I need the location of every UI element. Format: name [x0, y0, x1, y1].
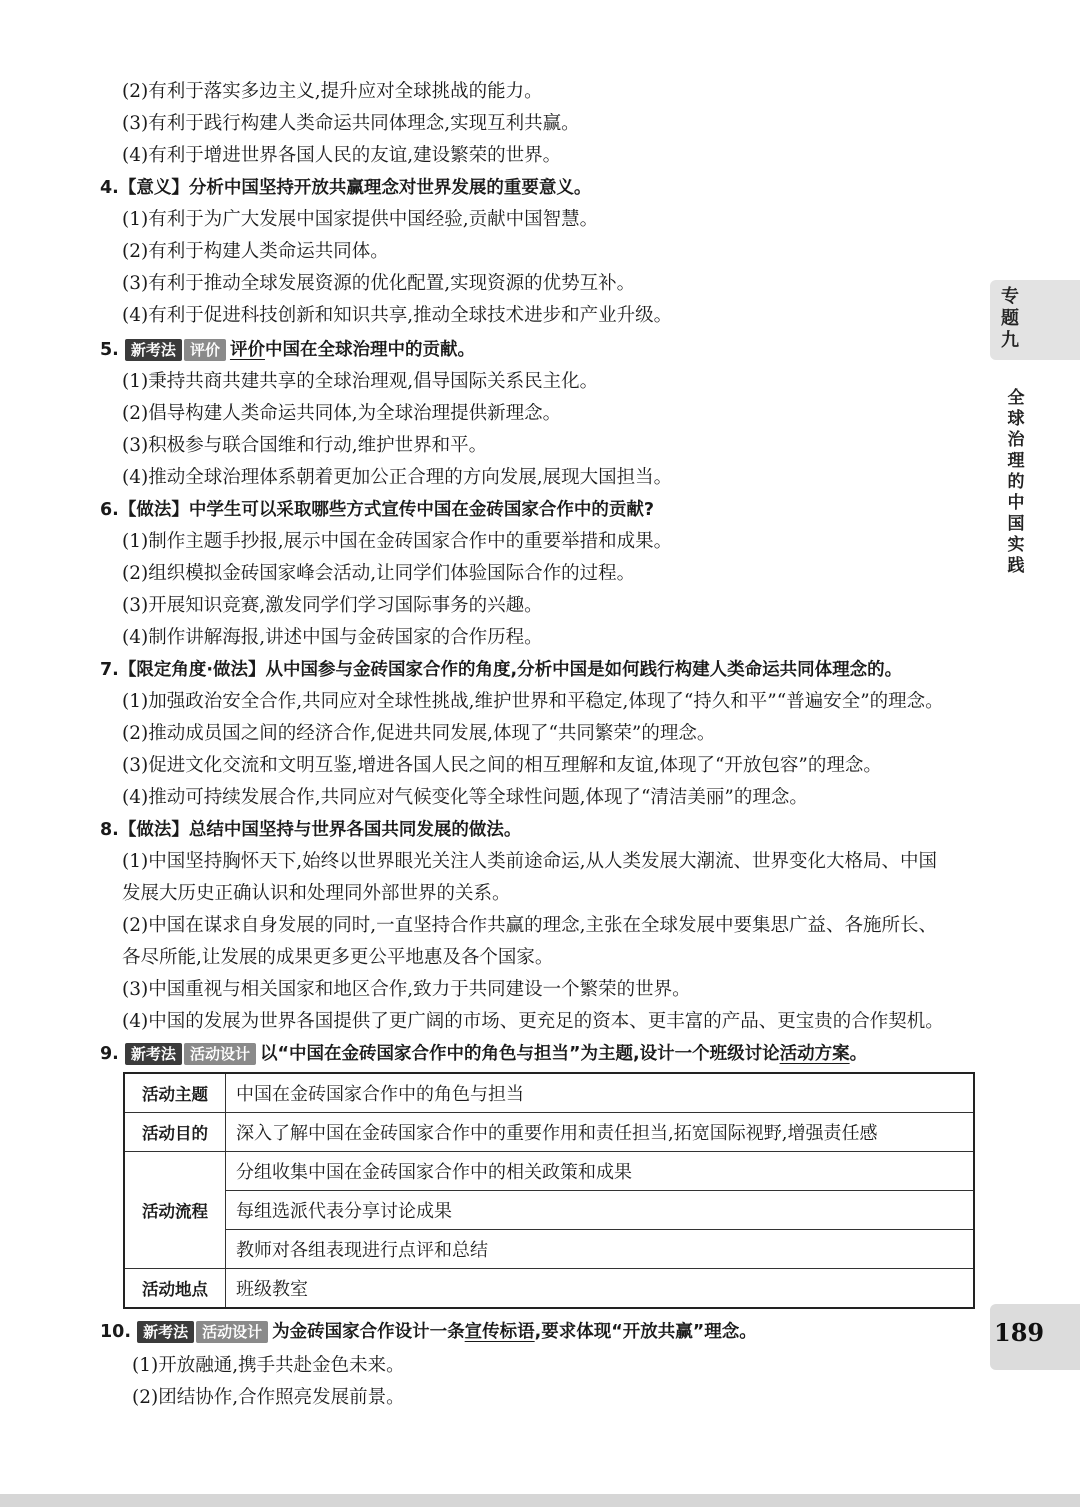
chapter-title-char: 的: [1007, 472, 1025, 492]
question-number: 10.: [100, 1322, 132, 1342]
answer-line: (3)中国重视与相关国家和地区合作,致力于共同建设一个繁荣的世界。: [122, 979, 691, 1000]
question-number: 4.: [100, 178, 119, 198]
table-row: [124, 1113, 974, 1152]
answer-line: (2)有利于构建人类命运共同体。: [122, 241, 389, 262]
chapter-title-char: 中: [1007, 493, 1025, 513]
question-10: [100, 1318, 757, 1346]
question-number: 8.: [100, 820, 119, 840]
answer-line: (1)开放融通,携手共赴金色未来。: [132, 1355, 405, 1376]
question-number: 6.: [100, 500, 119, 520]
question-text: 【做法】总结中国坚持与世界各国共同发展的做法。: [118, 820, 522, 840]
type-tag: 活动设计: [196, 1321, 268, 1343]
chapter-title-vertical: [1004, 388, 1028, 577]
answer-line: (1)秉持共商共建共享的全球治理观,倡导国际关系民主化。: [122, 371, 599, 392]
chapter-title-char: 全: [1007, 388, 1025, 408]
keyword: 评价: [229, 340, 265, 360]
chapter-title-char: 治: [1007, 430, 1025, 450]
answer-line: (4)有利于增进世界各国人民的友谊,建设繁荣的世界。: [122, 145, 562, 166]
chapter-tab-char: 专: [1001, 286, 1019, 307]
answer-line: (2)倡导构建人类命运共同体,为全球治理提供新理念。: [122, 403, 562, 424]
answer-line: (3)积极参与联合国维和行动,维护世界和平。: [122, 435, 488, 456]
chapter-tab: [990, 280, 1080, 360]
keyword: 宣传标语: [464, 1322, 535, 1342]
table-row: [124, 1230, 974, 1269]
answer-line: 发展大历史正确认识和处理同外部世界的关系。: [122, 883, 511, 904]
question-text-end: ,要求体现“开放共赢”理念。: [534, 1322, 757, 1342]
answer-line: (4)有利于促进科技创新和知识共享,推动全球技术进步和产业升级。: [122, 305, 673, 326]
table-header-cell: 活动目的: [124, 1113, 226, 1152]
answer-line: (3)促进文化交流和文明互鉴,增进各国人民之间的相互理解和友谊,体现了“开放包容”的理念。: [122, 755, 882, 776]
chapter-tab-char: 题: [1001, 308, 1019, 329]
answer-line: (1)有利于为广大发展中国家提供中国经验,贡献中国智慧。: [122, 209, 599, 230]
table-row: [124, 1073, 974, 1113]
table-row: [124, 1269, 974, 1309]
question-number: 5.: [100, 340, 119, 360]
answer-line: (2)团结协作,合作照亮发展前景。: [132, 1387, 405, 1408]
chapter-title-char: 实: [1007, 535, 1025, 555]
table-header-cell: 活动流程: [124, 1152, 226, 1269]
answer-line: (1)制作主题手抄报,展示中国在金砖国家合作中的重要举措和成果。: [122, 531, 673, 552]
new-exam-tag: 新考法: [125, 339, 182, 361]
answer-line: (4)推动可持续发展合作,共同应对气候变化等全球性问题,体现了“清洁美丽”的理念。: [122, 787, 808, 808]
answer-line: (3)开展知识竞赛,激发同学们学习国际事务的兴趣。: [122, 595, 543, 616]
answer-line: (2)中国在谋求自身发展的同时,一直坚持合作共赢的理念,主张在全球发展中要集思广益、各施所长、: [122, 915, 937, 936]
question-text: 【做法】中学生可以采取哪些方式宣传中国在金砖国家合作中的贡献?: [118, 500, 654, 520]
question-text: 【限定角度·做法】从中国参与金砖国家合作的角度,分析中国是如何践行构建人类命运共同体理念的。: [118, 660, 903, 680]
table-cell: 班级教室: [226, 1269, 975, 1309]
question-text: 以“中国在金砖国家合作中的角色与担当”为主题,设计一个班级讨论: [259, 1044, 780, 1064]
table-row: [124, 1191, 974, 1230]
answer-line: (2)推动成员国之间的经济合作,促进共同发展,体现了“共同繁荣”的理念。: [122, 723, 716, 744]
answer-line: (4)推动全球治理体系朝着更加公正合理的方向发展,展现大国担当。: [122, 467, 673, 488]
table-cell: 深入了解中国在金砖国家合作中的重要作用和责任担当,拓宽国际视野,增强责任感: [226, 1113, 975, 1152]
question-5: [100, 336, 475, 364]
table-cell: 每组选派代表分享讨论成果: [226, 1191, 975, 1230]
chapter-title-char: 践: [1007, 556, 1025, 576]
answer-line: 各尽所能,让发展的成果更多更公平地惠及各个国家。: [122, 947, 554, 968]
question-number: 9.: [100, 1044, 119, 1064]
chapter-title-char: 国: [1007, 514, 1025, 534]
table-cell: 中国在金砖国家合作中的角色与担当: [226, 1073, 975, 1113]
question-text: 【意义】分析中国坚持开放共赢理念对世界发展的重要意义。: [118, 178, 592, 198]
chapter-title-char: 理: [1007, 451, 1025, 471]
activity-table: [123, 1072, 975, 1309]
type-tag: 评价: [184, 339, 226, 361]
keyword: 活动方案: [779, 1044, 850, 1064]
question-8: [100, 816, 521, 844]
chapter-title-char: 球: [1007, 409, 1025, 429]
new-exam-tag: 新考法: [137, 1321, 194, 1343]
answer-line: (1)中国坚持胸怀天下,始终以世界眼光关注人类前途命运,从人类发展大潮流、世界变化大格局、中国: [122, 851, 937, 872]
table-header-cell: 活动地点: [124, 1269, 226, 1309]
answer-line: (4)制作讲解海报,讲述中国与金砖国家的合作历程。: [122, 627, 543, 648]
bottom-bar: [0, 1494, 1080, 1507]
question-number: 7.: [100, 660, 119, 680]
question-4: [100, 174, 591, 202]
answer-line: (2)有利于落实多边主义,提升应对全球挑战的能力。: [122, 81, 543, 102]
question-text-end: 。: [849, 1044, 868, 1064]
question-6: [100, 496, 654, 524]
chapter-tab-char: 九: [1001, 330, 1019, 351]
answer-line: (3)有利于推动全球发展资源的优化配置,实现资源的优势互补。: [122, 273, 636, 294]
page-number: 189: [994, 1318, 1045, 1347]
answer-line: (2)组织模拟金砖国家峰会活动,让同学们体验国际合作的过程。: [122, 563, 636, 584]
table-header-cell: 活动主题: [124, 1073, 226, 1113]
question-text: 为金砖国家合作设计一条: [272, 1322, 465, 1342]
question-9: [100, 1040, 867, 1068]
type-tag: 活动设计: [184, 1043, 256, 1065]
question-text: 中国在全球治理中的贡献。: [264, 340, 475, 360]
answer-line: (3)有利于践行构建人类命运共同体理念,实现互利共赢。: [122, 113, 580, 134]
answer-line: (4)中国的发展为世界各国提供了更广阔的市场、更充足的资本、更丰富的产品、更宝贵的合作契机。: [122, 1011, 944, 1032]
table-row: [124, 1152, 974, 1191]
question-7: [100, 656, 902, 684]
new-exam-tag: 新考法: [125, 1043, 182, 1065]
answer-line: (1)加强政治安全合作,共同应对全球性挑战,维护世界和平稳定,体现了“持久和平”“普遍安全”的理念。: [122, 691, 944, 712]
table-cell: 分组收集中国在金砖国家合作中的相关政策和成果: [226, 1152, 975, 1191]
table-cell: 教师对各组表现进行点评和总结: [226, 1230, 975, 1269]
